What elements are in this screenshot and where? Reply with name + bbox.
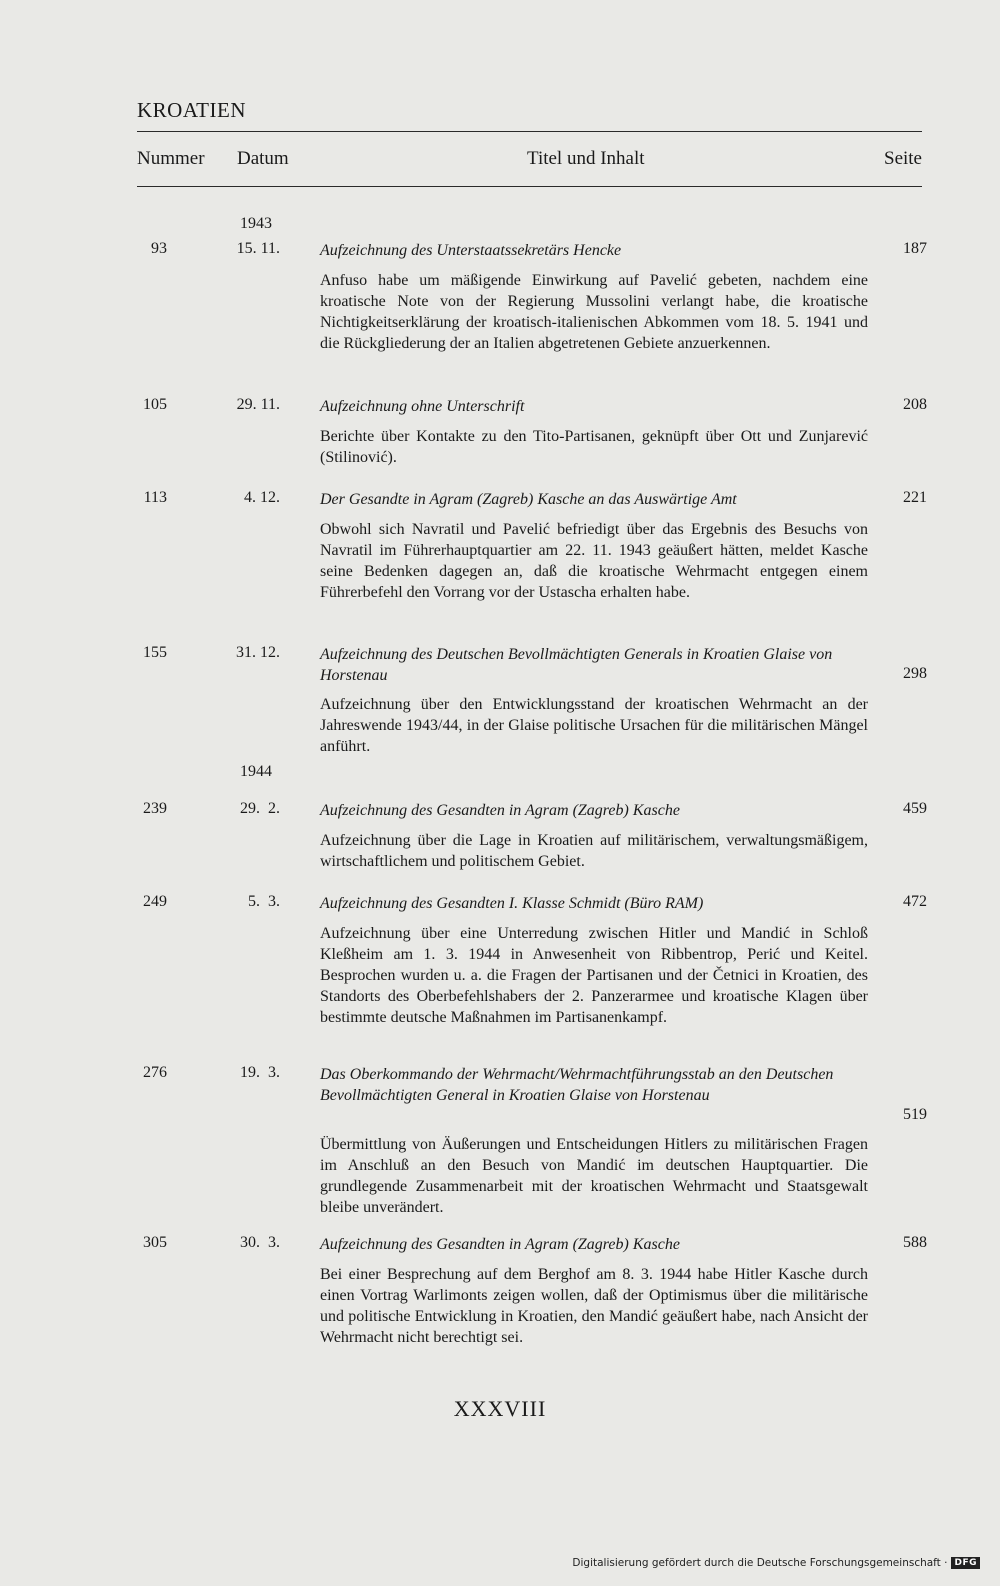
entry-date: 15. 11. xyxy=(236,240,280,257)
page-number: XXXVIII xyxy=(453,1396,547,1421)
credit-text: Digitalisierung gefördert durch die Deutsche Forschungsgemeinschaft · xyxy=(572,1557,948,1569)
entry-number: 239 xyxy=(143,800,167,817)
entry-page: 208 xyxy=(903,396,927,413)
entry-summary: Aufzeichnung über eine Unterredung zwischen Hitler und Mandić in Schloß Kleßheim am 1. 3. 1944 in Anwesenheit von Ribbentrop, Perić und Keitel. Besprochen wurden u. a. die Fragen der Partisanen und der Četnici in Kroatien, des Standorts des Oberbefehlshabers der 2. Panzerarmee und kroatische Klagen über bestimmte deutsche Maßnahmen im Partisanenkampf. xyxy=(320,925,868,1026)
entry-title: Das Oberkommando der Wehrmacht/Wehrmachtführungsstab an den Deutschen Bevollmächtigten General in Kroatien Glaise von Horstenau xyxy=(320,1066,834,1104)
year-label: 1943 xyxy=(240,215,272,232)
entry-number: 155 xyxy=(143,644,167,661)
entry-date: 29. 2. xyxy=(240,800,280,817)
entry-page: 588 xyxy=(903,1234,927,1251)
entry-page: 298 xyxy=(903,665,927,682)
column-header-page: Seite xyxy=(884,148,922,169)
dfg-logo: DFG xyxy=(951,1557,980,1569)
entry-title: Aufzeichnung des Gesandten in Agram (Zagreb) Kasche xyxy=(320,802,680,819)
entry-page: 472 xyxy=(903,893,927,910)
entry-page: 459 xyxy=(903,800,927,817)
header-rule-bottom xyxy=(137,186,922,187)
entry-summary: Aufzeichnung über den Entwicklungsstand der kroatischen Wehrmacht an der Jahreswende 1943/44, in der Glaise politische Ursachen für die militärischen Mängel anführt. xyxy=(320,696,868,755)
column-header-date: Datum xyxy=(237,148,289,169)
entry-summary: Übermittlung von Äußerungen und Entscheidungen Hitlers zu militärischen Fragen im Anschluß an den Besuch von Mandić im deutschen Hauptquartier. Die grundlegende Zusammenarbeit mit der kroatischen Wehrmacht und Staatsgewalt bleibe unverändert. xyxy=(320,1136,868,1216)
entry-date: 4. 12. xyxy=(244,489,280,506)
entry-title: Aufzeichnung des Unterstaatssekretärs Hencke xyxy=(320,242,622,259)
entry-date: 19. 3. xyxy=(240,1064,280,1081)
section-title: KROATIEN xyxy=(137,98,246,122)
entry-page: 187 xyxy=(903,240,927,257)
entry-title: Aufzeichnung des Gesandten I. Klasse Schmidt (Büro RAM) xyxy=(320,895,704,912)
entry-page: 519 xyxy=(903,1106,927,1123)
entry-title: Aufzeichnung des Gesandten in Agram (Zagreb) Kasche xyxy=(320,1236,680,1253)
entry-summary: Aufzeichnung über die Lage in Kroatien auf militärischem, verwaltungsmäßigem, wirtschaftlichem und politischem Gebiet. xyxy=(320,832,868,870)
year-label: 1944 xyxy=(240,763,272,780)
entry-page: 221 xyxy=(903,489,927,506)
entry-date: 30. 3. xyxy=(240,1234,280,1251)
entry-number: 249 xyxy=(143,893,167,910)
entry-title: Der Gesandte in Agram (Zagreb) Kasche an das Auswärtige Amt xyxy=(320,491,737,508)
column-header-title: Titel und Inhalt xyxy=(527,148,645,169)
entry-date: 31. 12. xyxy=(236,644,280,661)
column-header-number: Nummer xyxy=(137,148,205,169)
entry-number: 93 xyxy=(151,240,167,257)
entry-title: Aufzeichnung des Deutschen Bevollmächtigten Generals in Kroatien Glaise von Horstenau xyxy=(320,646,833,684)
entry-summary: Bei einer Besprechung auf dem Berghof am 8. 3. 1944 habe Hitler Kasche durch einen Vortrag Warlimonts zeigen wollen, daß der Optimismus über die militärische und politische Entwicklung in Kroatien, den Mandić geäußert habe, nach Ansicht der Wehrmacht nicht berechtigt sei. xyxy=(320,1266,868,1346)
entry-summary: Berichte über Kontakte zu den Tito-Partisanen, geknüpft über Ott und Zunjarević (Stilinović). xyxy=(320,428,868,466)
entry-number: 105 xyxy=(143,396,167,413)
digitization-credit xyxy=(572,1557,980,1569)
entry-title: Aufzeichnung ohne Unterschrift xyxy=(320,398,525,415)
header-rule-top xyxy=(137,131,922,132)
entry-date: 29. 11. xyxy=(236,396,280,413)
entry-summary: Obwohl sich Navratil und Pavelić befriedigt über das Ergebnis des Besuchs von Navratil im Führerhauptquartier am 22. 11. 1943 geäußert hätten, meldet Kasche seine Bedenken dagegen an, daß die kroatische Wehrmacht entgegen einem Führerbefehl den Vorrang vor der Ustascha erhalten habe. xyxy=(320,521,868,601)
entry-number: 305 xyxy=(143,1234,167,1251)
entry-number: 113 xyxy=(143,489,167,506)
entry-date: 5. 3. xyxy=(248,893,280,910)
entry-summary: Anfuso habe um mäßigende Einwirkung auf Pavelić gebeten, nachdem eine kroatische Note von der Regierung Mussolini verlangt habe, die kroatische Nichtigkeitserklärung der kroatisch-italienischen Abkommen vom 18. 5. 1941 und die Rückgliederung der an Italien abgetretenen Gebiete anzuerkennen. xyxy=(320,272,868,352)
entry-number: 276 xyxy=(143,1064,167,1081)
